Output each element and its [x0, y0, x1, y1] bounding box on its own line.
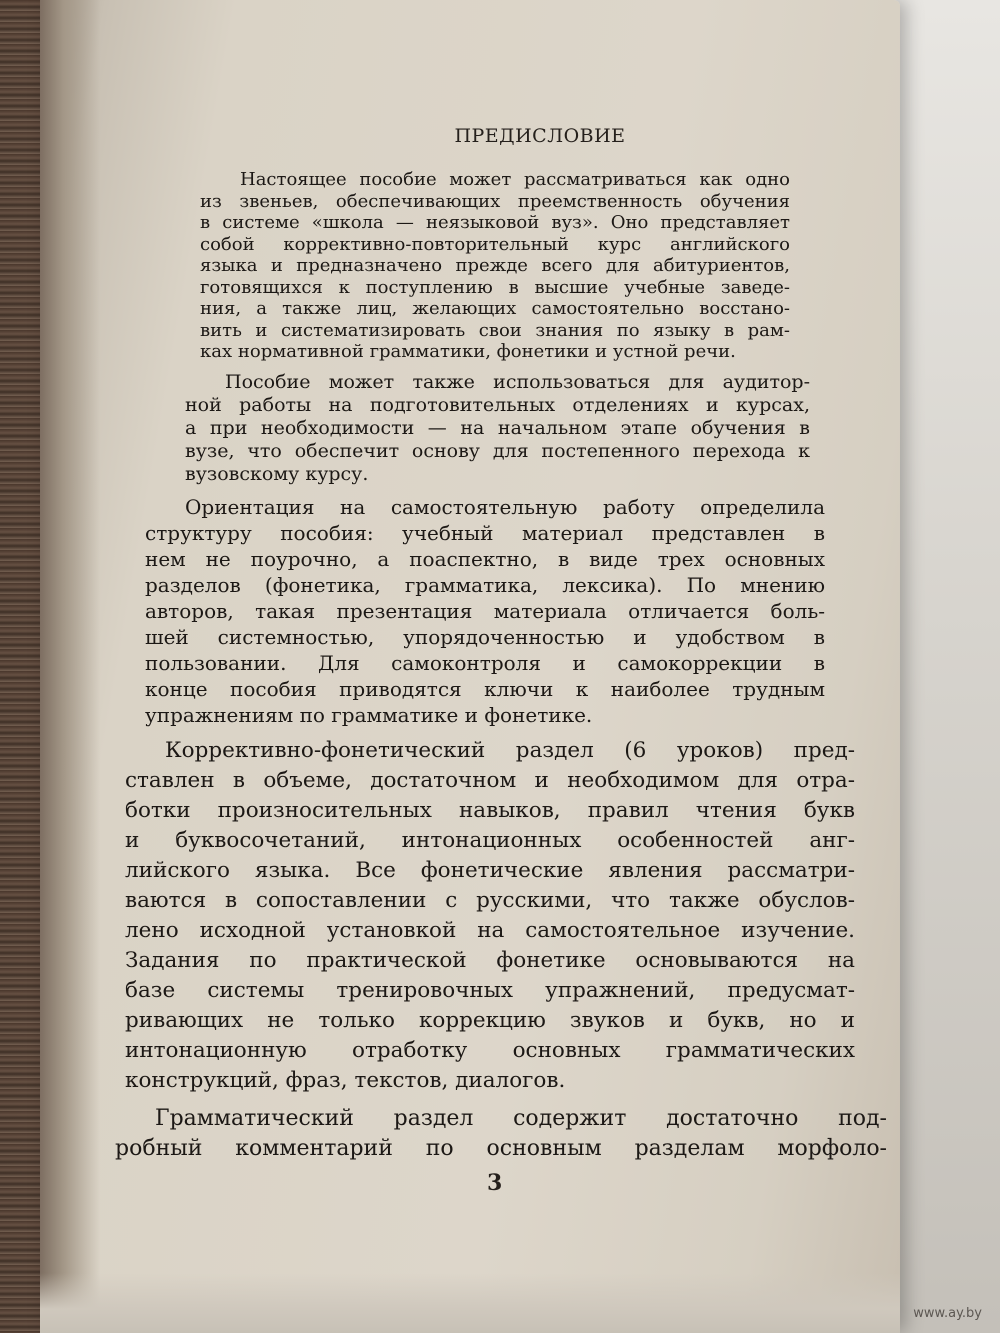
page-number: 3: [487, 1170, 503, 1196]
text-line: вузе, что обеспечит основу для постепенного перехода к: [185, 439, 810, 462]
text-line: интонационную отработку основных грамматических: [125, 1037, 855, 1063]
text-line: Настоящее пособие может рассматриваться как одно: [240, 169, 790, 190]
text-line: лено исходной установкой на самостоятельное изучение.: [125, 917, 855, 943]
text-line: конструкций, фраз, текстов, диалогов.: [125, 1067, 566, 1093]
text-line: разделов (фонетика, грамматика, лексика). По мнению: [145, 572, 825, 597]
text-line: ках нормативной грамматики, фонетики и устной речи.: [200, 341, 736, 362]
text-line: вить и систематизировать свои знания по языку в рам-: [200, 319, 790, 341]
text-line: ваются в сопоставлении с русскими, что также обуслов-: [125, 887, 855, 913]
text-line: авторов, такая презентация материала отличается боль-: [145, 598, 825, 623]
text-line: робный комментарий по основным разделам морфоло-: [115, 1136, 887, 1161]
text-line: ривающих не только коррекцию звуков и букв, но и: [125, 1007, 855, 1033]
paragraph-3: [145, 494, 825, 728]
text-line: упражнениям по грамматике и фонетике.: [145, 702, 593, 727]
text-line: шей системностью, упорядоченностью и удобством в: [145, 624, 825, 649]
text-line: из звеньев, обеспечивающих преемственность обучения: [200, 190, 790, 212]
page-bottom-shade: [40, 1273, 900, 1333]
text-line: ставлен в объеме, достаточном и необходимом для отра-: [125, 767, 855, 793]
text-line: Ориентация на самостоятельную работу определила: [185, 494, 825, 519]
text-line: а при необходимости — на начальном этапе обучения в: [185, 416, 810, 439]
text-line: собой коррективно-повторительный курс английского: [200, 233, 790, 255]
paragraph-4: [125, 736, 855, 1096]
text-line: вузовскому курсу.: [185, 462, 369, 485]
text-line: структуру пособия: учебный материал представлен в: [145, 520, 825, 545]
paragraph-5: [115, 1104, 887, 1165]
text-line: базе системы тренировочных упражнений, предусмат-: [125, 977, 855, 1003]
text-line: ботки произносительных навыков, правил чтения букв: [125, 797, 855, 823]
paragraph-2: [185, 371, 810, 486]
text-line: конце пособия приводятся ключи к наиболее трудным: [145, 676, 825, 701]
watermark: www.ay.by: [913, 1306, 982, 1321]
text-line: готовящихся к поступлению в высшие учебные заведе-: [200, 276, 790, 298]
text-line: Коррективно-фонетический раздел (6 уроков) пред-: [165, 737, 855, 763]
text-line: нем не поурочно, а поаспектно, в виде трех основных: [145, 546, 825, 571]
text-line: ния, а также лиц, желающих самостоятельно восстано-: [200, 298, 790, 319]
text-line: в системе «школа — неязыковой вуз». Оно представляет: [200, 212, 790, 233]
page-text: [110, 125, 890, 1173]
text-line: лийского языка. Все фонетические явления рассматри-: [125, 857, 855, 883]
text-line: Грамматический раздел содержит достаточно под-: [155, 1105, 887, 1131]
page-title: ПРЕДИСЛОВИЕ: [454, 125, 626, 147]
text-line: языка и предназначено прежде всего для абитуриентов,: [200, 255, 790, 276]
text-line: пользовании. Для самоконтроля и самокоррекции в: [145, 650, 825, 675]
text-line: ной работы на подготовительных отделениях и курсах,: [185, 393, 810, 416]
text-line: Задания по практической фонетике основываются на: [125, 947, 855, 973]
text-line: и буквосочетаний, интонационных особенностей анг-: [125, 827, 855, 853]
torn-page-edge: [40, 0, 100, 1333]
paragraph-1: [200, 169, 790, 363]
text-line: Пособие может также использоваться для аудитор-: [225, 370, 810, 393]
